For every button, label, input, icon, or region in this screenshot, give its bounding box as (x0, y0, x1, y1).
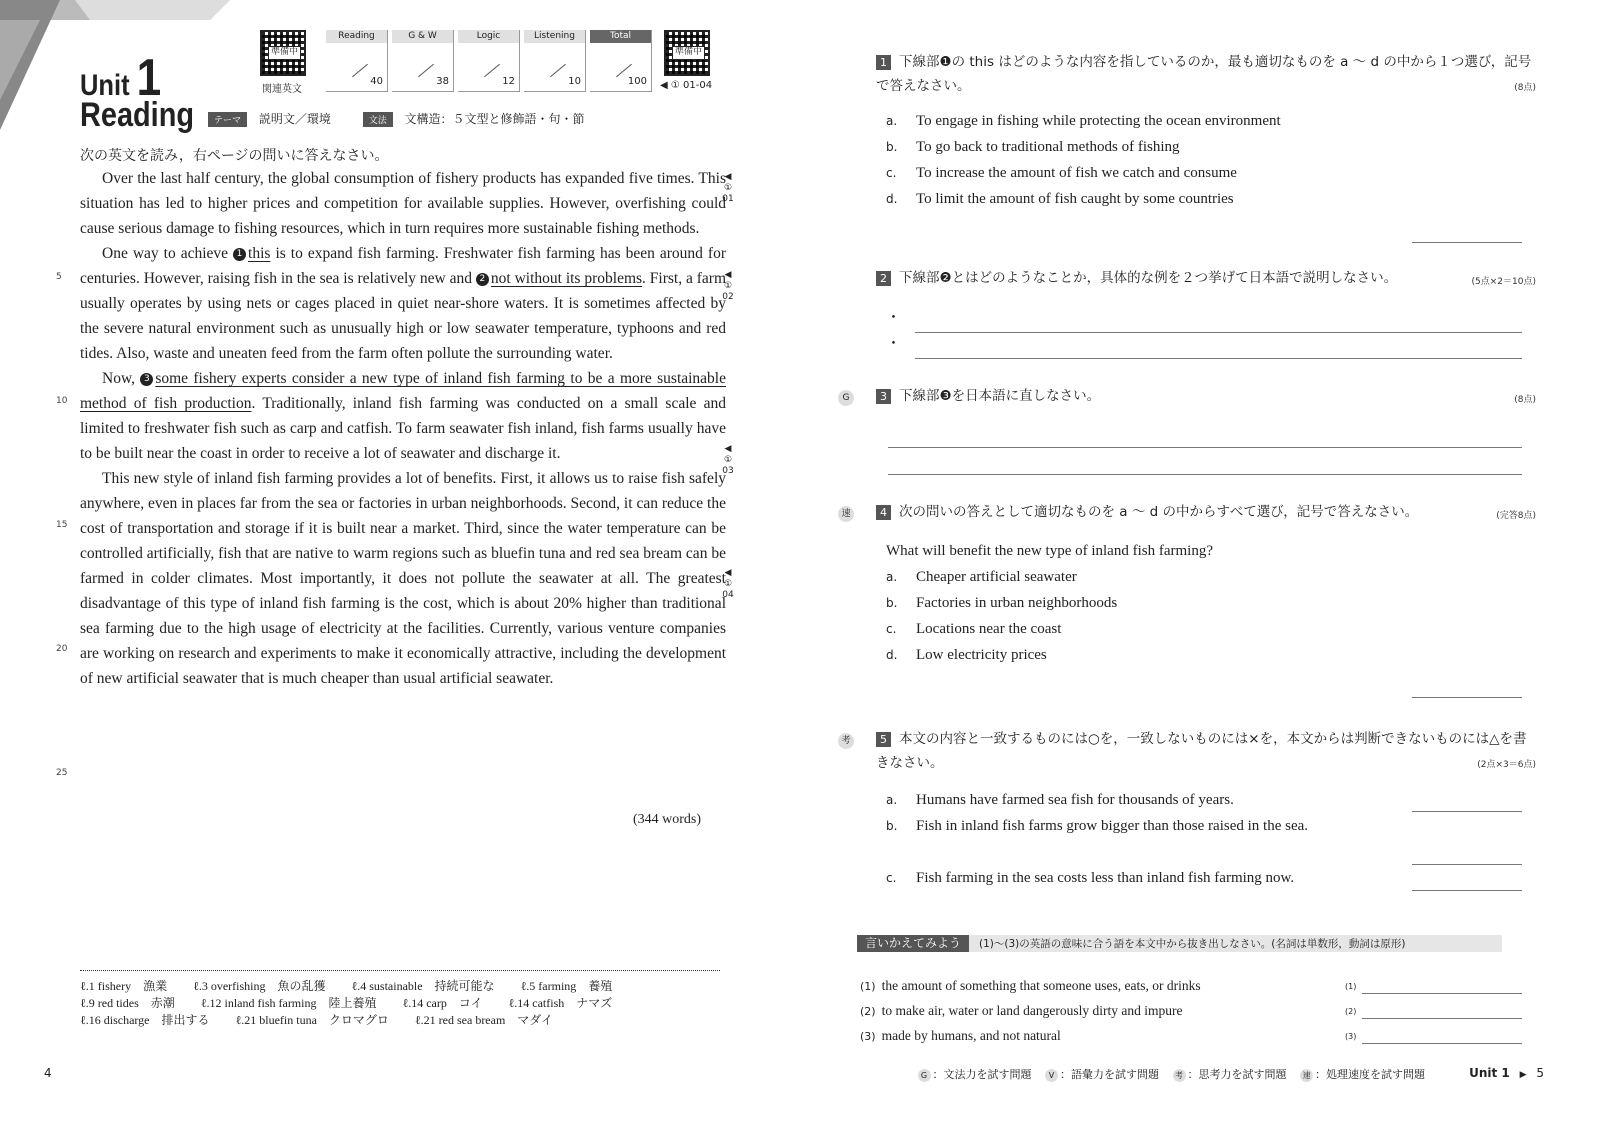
answer-field[interactable] (1412, 811, 1522, 812)
qr-code-audio[interactable] (664, 30, 710, 76)
points: (5点×2＝10点) (1471, 277, 1536, 287)
theme-value: 説明文／環境 (258, 112, 331, 126)
slash-mark (550, 64, 566, 78)
paragraph-4: This new style of inland fish farming provides a lot of benefits. First, it allows us to raise fish safely anywhere, even in places far from the sea or factories in urban neighborhoods. Second, it can reduce the cost of transportation and storage if it is built near a market. Third, since the water temperature can be controlled artificially, fish that are native to warm regions such as bluefin tuna and red sea bream can be farmed in colder climates. Most importantly, it does not pollute the seawater at all. The greatest disadvantage of this type of inland fish farming is the cost, which is about 20% higher than traditional sea farming due to the high usage of electricity at the facilities. Currently, various venture companies are working on research and experiments to make it economically attractive, including the development of new artificial seawater that is much cheaper than usual artificial seawater. (80, 470, 726, 687)
score-max: 38 (436, 76, 449, 87)
audio-mark[interactable]: ◀ ① 01 (722, 172, 734, 204)
grammar-badge-icon: G (838, 390, 854, 406)
question-5 (876, 727, 1536, 775)
line-number: 10 (56, 396, 68, 406)
paraphrase-slot-label: (3) (1345, 1032, 1357, 1041)
audio-reference: ◀ ① 01-04 (660, 80, 713, 91)
qr-tag: 準備中 (268, 46, 301, 60)
answer-field[interactable] (888, 447, 1522, 448)
question-number: 4 (876, 505, 891, 520)
line-number: 20 (56, 644, 68, 654)
marker-2-icon: 2 (476, 273, 489, 286)
option: b. Factories in urban neighborhoods (886, 595, 1118, 611)
qr-code-related[interactable] (260, 30, 306, 76)
question-3 (876, 384, 1536, 408)
glossary (80, 978, 730, 1029)
score-max: 100 (627, 76, 647, 87)
question-text: 下線部❸を日本語に直しなさい。 (899, 388, 1101, 404)
paragraph-3: Now, 3 some fishery experts consider a new type of inland fish farming to be a more sustainable method of fish production. Traditionally, inland fish farming was conducted on a small scale and limited to freshwater fish such as carp and catfish. To farm seawater fish inland, fish farms usually have to be built near the coast in order to receive a lot of seawater and discharge it. (80, 370, 727, 462)
qr-tag: 準備中 (672, 46, 705, 60)
answer-field[interactable] (1412, 697, 1522, 698)
unit-word: Unit (80, 69, 130, 102)
score-label: Reading (326, 30, 387, 43)
answer-field[interactable] (1362, 1043, 1522, 1044)
question-1 (876, 50, 1536, 98)
points: (2点×3＝6点) (1477, 760, 1536, 770)
underline-2: not without its problems (490, 270, 643, 287)
line-number: 5 (56, 272, 62, 282)
footer-unit-label: Unit 1 (1469, 1066, 1510, 1080)
question-text: 次の問いの答えとして適切なものを a ～ d の中からすべて選び，記号で答えなさい。 (899, 504, 1419, 520)
glossary-row: ℓ.1 fishery 漁業 ℓ.3 overfishing 魚の乱獲 ℓ.4 sustainable 持続可能な ℓ.5 farming 養殖 (80, 979, 613, 993)
question-number: 5 (876, 732, 891, 747)
points: (完答8点) (1496, 511, 1536, 521)
score-max: 40 (370, 76, 383, 87)
score-label: G & W (392, 30, 453, 43)
badge-legend: G ：文法力を試す問題 V ：語彙力を試す問題 考 ：思考力を試す問題 速 ：処理速度を試す問題 (918, 1066, 1426, 1082)
question-text: 下線部❷とはどのようなことか，具体的な例を２つ挙げて日本語で説明しなさい。 (899, 270, 1398, 286)
audio-mark[interactable]: ◀ ① 04 (722, 568, 734, 600)
question-text: 本文の内容と一致するものには○を，一致しないものには×を，本文からは判断できないものには△を書きなさい。 (876, 731, 1527, 771)
question-number: 2 (876, 271, 891, 286)
score-box (524, 30, 586, 92)
score-box (326, 30, 388, 92)
option: c. Fish farming in the sea costs less than inland fish farming now. (886, 870, 1295, 886)
points: (8点) (1514, 395, 1536, 405)
option: b. Fish in inland fish farms grow bigger than those raised in the sea. (886, 818, 1309, 834)
vocab-badge-icon: V (1045, 1069, 1058, 1082)
slash-mark (484, 64, 500, 78)
speed-badge-icon: 速 (1300, 1069, 1313, 1082)
paraphrase-instruction: (1)～(3)の英語の意味に合う語を本文中から抜き出しなさい。(名詞は単数形，動詞は原形) (979, 938, 1406, 950)
paraphrase-item: (2) to make air, water or land dangerously dirty and impure (860, 1003, 1183, 1018)
score-box (458, 30, 520, 92)
answer-field[interactable] (1412, 242, 1522, 243)
option: a. Cheaper artificial seawater (886, 569, 1077, 585)
answer-field[interactable] (1412, 890, 1522, 891)
paraphrase-label: 言いかえてみよう (857, 935, 969, 952)
speaker-icon: ◀ (724, 172, 732, 182)
arrow-right-icon: ▶ (1519, 1070, 1527, 1080)
audio-mark[interactable]: ◀ ① 03 (722, 444, 734, 476)
answer-field[interactable] (915, 358, 1522, 359)
option: a. Humans have farmed sea fish for thousands of years. (886, 792, 1234, 808)
marker-1-icon: 1 (233, 248, 246, 261)
points: (8点) (1514, 83, 1536, 93)
score-label: Total (590, 30, 651, 43)
right-page (800, 0, 1600, 1129)
audio-mark[interactable]: ◀ ① 02 (722, 270, 734, 302)
grammar-label: 文法 (363, 112, 393, 127)
score-label: Listening (524, 30, 585, 43)
speaker-icon: ◀ (724, 444, 732, 454)
bullet: ・ (886, 336, 902, 352)
page-number-left: 4 (44, 1066, 52, 1080)
answer-field[interactable] (1362, 1018, 1522, 1019)
speaker-icon: ◀ (724, 568, 732, 578)
underline-1: this (248, 245, 271, 262)
qr-caption: 関連英文 (262, 84, 302, 95)
question-number: 3 (876, 389, 891, 404)
grammar-badge-icon: G (918, 1069, 931, 1082)
glossary-divider (80, 970, 720, 971)
paraphrase-item: (1) the amount of something that someone uses, eats, or drinks (860, 978, 1201, 993)
answer-field[interactable] (1412, 864, 1522, 865)
score-label: Logic (458, 30, 519, 43)
paragraph-1: Over the last half century, the global consumption of fishery products has expanded five times. This situation has led to higher prices and competition for available supplies. However, overfishing could cause serious damage to fishing resources, which in turn requires more sustainable fishing methods. (80, 170, 726, 237)
word-count: (344 words) (633, 812, 702, 827)
question-text: 下線部❶の this はどのような内容を指しているのか，最も適切なものを a ～ d の中から１つ選び，記号で答えなさい。 (876, 54, 1532, 94)
bullet: ・ (886, 310, 902, 326)
marker-3-icon: 3 (140, 373, 153, 386)
grammar-value: 文構造：５文型と修飾語・句・節 (404, 112, 585, 126)
page-number-right: 5 (1536, 1066, 1544, 1080)
question-number: 1 (876, 55, 891, 70)
line-number: 25 (56, 768, 68, 778)
unit-number: 1 (136, 49, 162, 107)
thinking-badge-icon: 考 (1173, 1069, 1186, 1082)
slash-mark (418, 64, 434, 78)
glossary-row: ℓ.16 discharge 排出する ℓ.21 bluefin tuna クロマグロ ℓ.21 red sea bream マダイ (80, 1013, 554, 1027)
reading-passage (80, 166, 726, 691)
score-max: 10 (568, 76, 581, 87)
score-box (590, 30, 652, 92)
option: d. Low electricity prices (886, 647, 1047, 663)
thinking-badge-icon: 考 (838, 733, 854, 749)
option: a. To engage in fishing while protecting the ocean environment (886, 113, 1281, 129)
theme-bar (208, 110, 585, 127)
glossary-row: ℓ.9 red tides 赤潮 ℓ.12 inland fish farming 陸上養殖 ℓ.14 carp コイ ℓ.14 catfish ナマズ (80, 996, 613, 1010)
speed-badge-icon: 速 (838, 506, 854, 522)
option: c. Locations near the coast (886, 621, 1062, 637)
underline-3: some fishery experts consider a new type of inland fish farming to be a more sustainable method of fish production (80, 370, 726, 412)
answer-field[interactable] (915, 332, 1522, 333)
option: d. To limit the amount of fish caught by some countries (886, 191, 1234, 207)
paraphrase-item: (3) made by humans, and not natural (860, 1028, 1061, 1043)
reading-instruction: 次の英文を読み，右ページの問いに答えなさい。 (80, 148, 389, 164)
question-2 (876, 266, 1536, 290)
option: b. To go back to traditional methods of fishing (886, 139, 1180, 155)
footer-unit (1469, 1066, 1544, 1080)
answer-field[interactable] (1362, 993, 1522, 994)
line-number: 15 (56, 520, 68, 530)
score-max: 12 (502, 76, 515, 87)
score-box (392, 30, 454, 92)
option: c. To increase the amount of fish we catch and consume (886, 165, 1237, 181)
speaker-icon: ◀ (724, 270, 732, 280)
paraphrase-slot-label: (1) (1345, 982, 1357, 991)
slash-mark (352, 64, 368, 78)
paraphrase-header (857, 935, 1502, 952)
question-4-prompt: What will benefit the new type of inland fish farming? (886, 543, 1213, 559)
paragraph-2: One way to achieve 1 this is to expand fish farming. Freshwater fish farming has been around for centuries. However, raising fish in the sea is relatively new and 2 not without its problems. First, a farm usually operates by using nets or cages placed in quiet near-shore waters. It is sometimes affected by the severe natural environment such as unusually high or low seawater temperature, typhoons and red tides. Also, waste and uneaten feed from the farm often pollute the surrounding water. (80, 245, 727, 362)
section-title: Reading (80, 96, 195, 134)
paraphrase-slot-label: (2) (1345, 1007, 1357, 1016)
answer-field[interactable] (888, 474, 1522, 475)
theme-label: テーマ (208, 112, 247, 127)
question-4 (876, 500, 1536, 524)
